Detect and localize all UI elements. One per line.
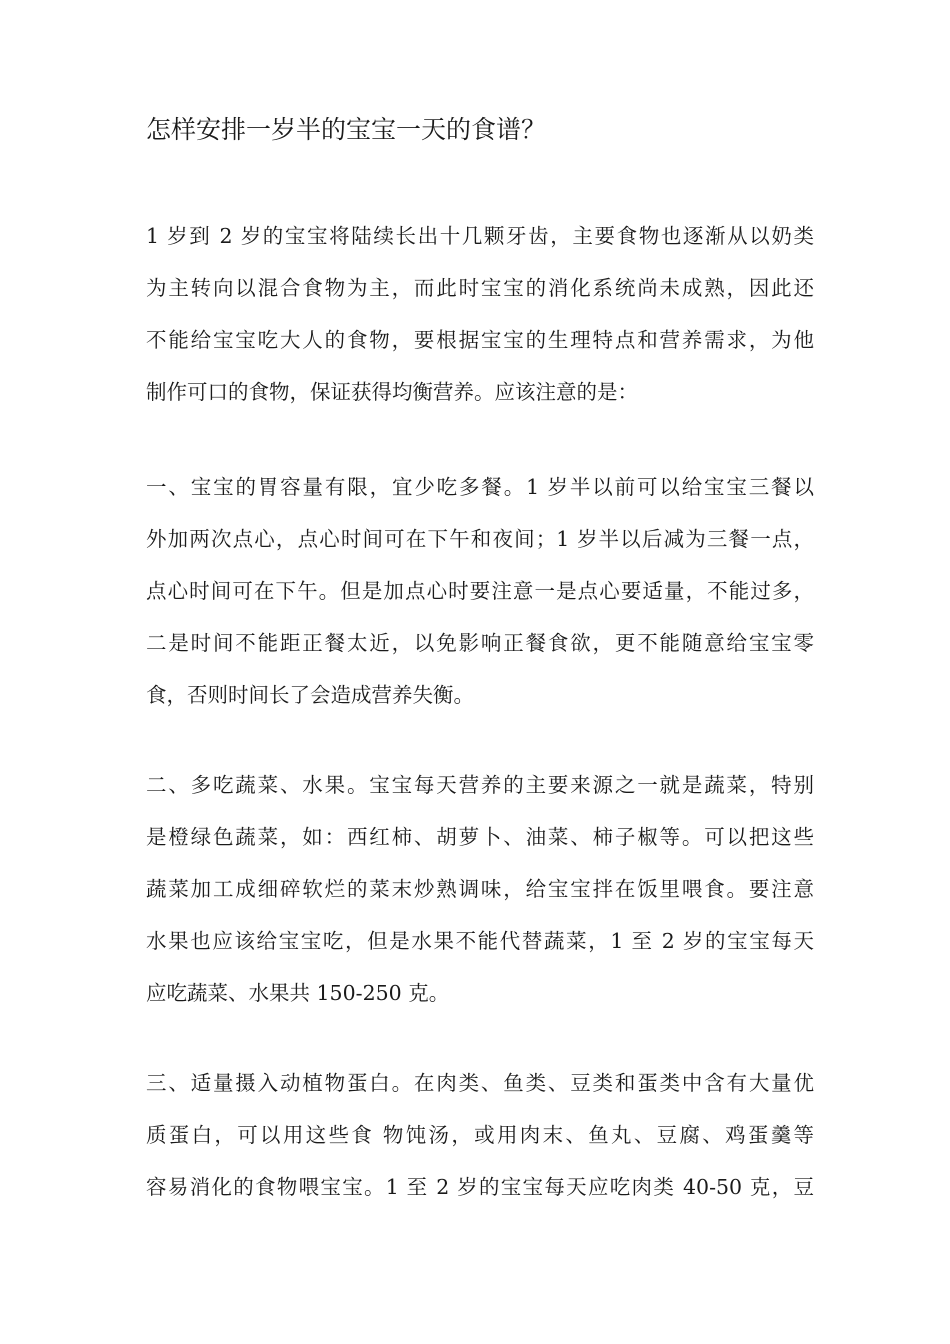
intro-paragraph [146,210,814,418]
paragraph-line: 1 岁到 2 岁的宝宝将陆续长出十几颗牙齿，主要食物也逐渐从以奶类 [146,224,814,248]
paragraph-line: 容易消化的食物喂宝宝。1 至 2 岁的宝宝每天应吃肉类 40-50 克，豆 [146,1175,814,1199]
paragraph-line: 食，否则时间长了会造成营养失衡。 [146,683,474,707]
paragraph-line: 质蛋白，可以用这些食 物饨汤，或用肉末、鱼丸、豆腐、鸡蛋羹等 [146,1123,814,1147]
paragraph-line: 点心时间可在下午。但是加点心时要注意一是点心要适量，不能过多， [146,579,814,603]
paragraph-line: 二、多吃蔬菜、水果。宝宝每天营养的主要来源之一就是蔬菜，特别 [146,773,814,797]
paragraph-line: 外加两次点心，点心时间可在下午和夜间；1 岁半以后减为三餐一点， [146,527,814,551]
paragraph-line: 三、适量摄入动植物蛋白。在肉类、鱼类、豆类和蛋类中含有大量优 [146,1071,814,1095]
paragraph-line: 制作可口的食物，保证获得均衡营养。应该注意的是： [146,380,638,404]
paragraph-line: 应吃蔬菜、水果共 150-250 克。 [146,981,450,1005]
document-title: 怎样安排一岁半的宝宝一天的食谱？ [146,115,547,144]
paragraph-line: 水果也应该给宝宝吃，但是水果不能代替蔬菜，1 至 2 岁的宝宝每天 [146,929,814,953]
paragraph-line: 蔬菜加工成细碎软烂的菜末炒熟调味，给宝宝拌在饭里喂食。要注意 [146,877,814,901]
paragraph-line: 是橙绿色蔬菜，如：西红柿、胡萝卜、油菜、柿子椒等。可以把这些 [146,825,814,849]
section-three-paragraph [146,1057,814,1213]
paragraph-line: 为主转向以混合食物为主，而此时宝宝的消化系统尚未成熟，因此还 [146,276,814,300]
paragraph-line: 二是时间不能距正餐太近，以免影响正餐食欲，更不能随意给宝宝零 [146,631,814,655]
section-one-paragraph [146,461,814,721]
section-two-paragraph [146,759,814,1019]
paragraph-line: 一、宝宝的胃容量有限，宜少吃多餐。1 岁半以前可以给宝宝三餐以 [146,475,814,499]
paragraph-line: 不能给宝宝吃大人的食物，要根据宝宝的生理特点和营养需求，为他 [146,328,814,352]
